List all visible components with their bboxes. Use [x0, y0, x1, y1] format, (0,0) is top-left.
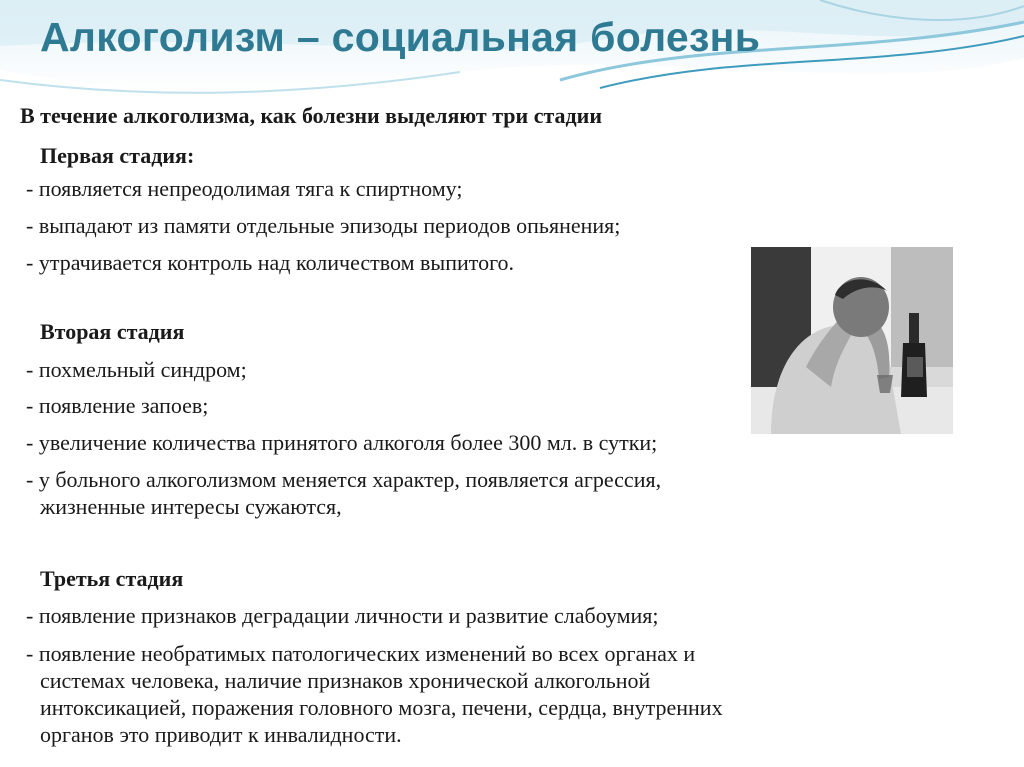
stage-2-item: - появление запоев; — [26, 393, 209, 418]
stage-2-heading: Вторая стадия — [40, 319, 185, 344]
stage-1-item: - появляется непреодолимая тяга к спиртному; — [26, 176, 463, 201]
stage-1-item: - утрачивается контроль над количеством выпитого. — [26, 250, 515, 275]
stage-2-item-continued: жизненные интересы сужаются, — [40, 494, 342, 519]
stage-3-item-continued: интоксикацией, поражения головного мозга, печени, сердца, внутренних — [40, 695, 723, 720]
stage-3-item-continued: системах человека, наличие признаков хронической алкогольной — [40, 668, 651, 693]
slide-title: Алкоголизм – социальная болезнь — [40, 14, 761, 60]
stage-1-heading: Первая стадия: — [40, 143, 195, 168]
stage-3-item: - появление признаков деградации личности и развитие слабоумия; — [26, 603, 659, 628]
stage-2-item: - у больного алкоголизмом меняется характер, появляется агрессия, — [26, 467, 662, 492]
stage-2-item: - похмельный синдром; — [26, 357, 247, 382]
intro-text: В течение алкоголизма, как болезни выделяют три стадии — [20, 103, 603, 128]
stage-3-item: - появление необратимых патологических изменений во всех органах и — [26, 641, 696, 666]
stage-1-item: - выпадают из памяти отдельные эпизоды периодов опьянения; — [26, 213, 621, 238]
stage-3-heading: Третья стадия — [40, 566, 184, 591]
stage-2-item: - увеличение количества принятого алкоголя более 300 мл. в сутки; — [26, 430, 658, 455]
stage-3-item-continued: органов это приводит к инвалидности. — [40, 722, 402, 747]
photo-drinking-man — [751, 247, 953, 434]
